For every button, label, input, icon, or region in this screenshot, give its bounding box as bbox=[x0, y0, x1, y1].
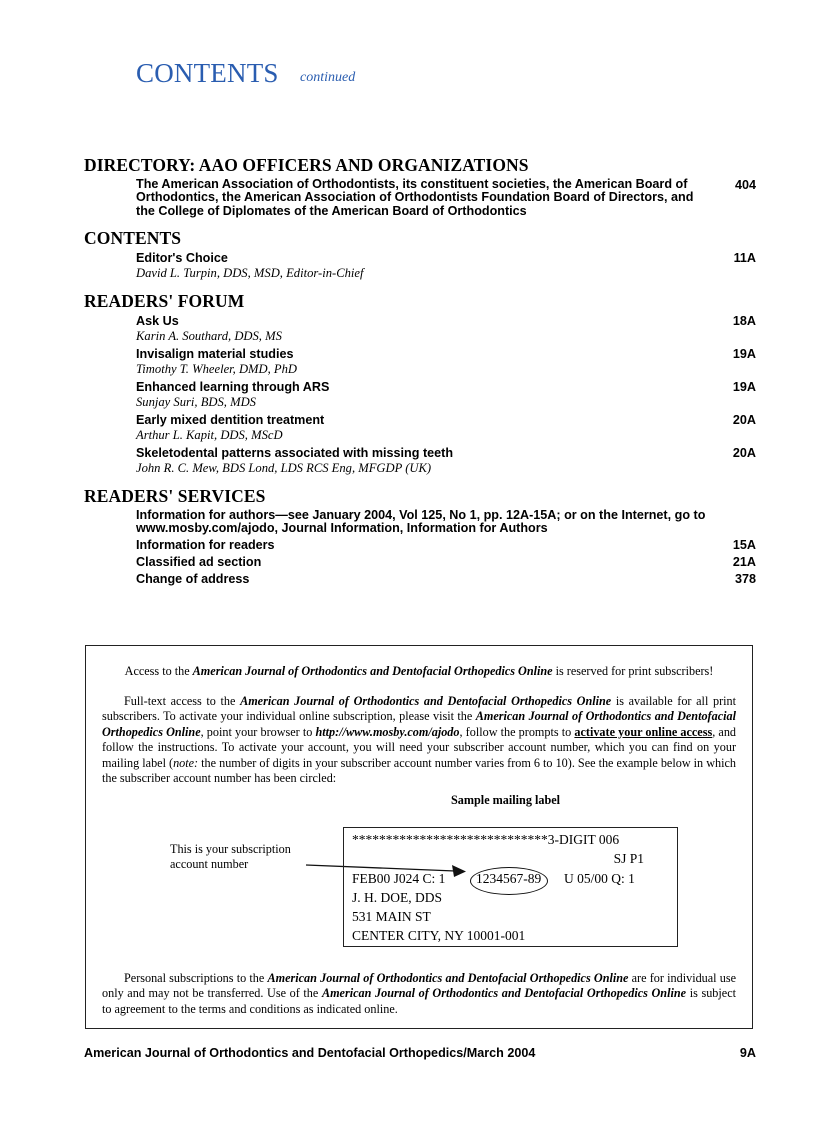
entry-page: 404 bbox=[734, 178, 756, 192]
label-line: FEB00 J024 C: 1 bbox=[352, 871, 446, 886]
section-directory bbox=[84, 155, 756, 218]
entry-page: 378 bbox=[734, 572, 756, 587]
entry-page: 11A bbox=[733, 250, 756, 265]
journal-name: American Journal of Orthodontics and Dentofacial Orthopedics Online bbox=[321, 986, 687, 1001]
section-readers-services bbox=[84, 486, 756, 587]
entry-title[interactable]: The American Association of Orthodontists, its constituent societies, the American Board of Orthodontics, the American Association of Orthodontists Foundation Board of Directors, and the College of Diplomates of the American Board of Orthodontics bbox=[136, 177, 694, 218]
entry-title[interactable]: Early mixed dentition treatment bbox=[136, 412, 325, 427]
account-number-circle bbox=[470, 867, 548, 895]
callout-line: account number bbox=[170, 857, 249, 871]
section-contents bbox=[84, 228, 756, 281]
entry-author: David L. Turpin, DDS, MSD, Editor-in-Chief bbox=[136, 265, 364, 280]
entry-title[interactable]: Ask Us bbox=[136, 313, 179, 328]
text: , follow the prompts to bbox=[459, 724, 575, 739]
entry-author: Arthur L. Kapit, DDS, MScD bbox=[136, 427, 283, 442]
text: the number of digits in your subscriber account number varies from 6 to 10). See the example below in which the subscriber account number has been circled: bbox=[102, 755, 736, 786]
page-footer bbox=[84, 1046, 756, 1060]
footer-page-number: 9A bbox=[739, 1046, 756, 1060]
label-city: CENTER CITY, NY 10001-001 bbox=[352, 928, 526, 943]
entry-page: 19A bbox=[732, 346, 756, 361]
entry-title[interactable]: Skeletodental patterns associated with missing teeth bbox=[136, 445, 454, 460]
page-title: CONTENTS bbox=[136, 58, 279, 88]
entry-author: Timothy T. Wheeler, DMD, PhD bbox=[136, 361, 298, 376]
entry-page: 20A bbox=[732, 412, 756, 427]
notice-paragraph-access bbox=[102, 664, 736, 679]
notice-paragraph-instructions bbox=[102, 694, 736, 786]
note-label: note: bbox=[173, 755, 199, 770]
journal-name: American Journal of Orthodontics and Dentofacial Orthopedics Online bbox=[102, 709, 736, 739]
label-street: 531 MAIN ST bbox=[352, 909, 431, 924]
journal-name: American Journal of Orthodontics and Dentofacial Orthopedics Online bbox=[240, 694, 612, 708]
toc-entry[interactable] bbox=[84, 344, 756, 377]
text: Full-text access to the bbox=[124, 694, 241, 708]
section-heading: CONTENTS bbox=[84, 227, 182, 248]
section-heading: READERS' SERVICES bbox=[84, 485, 266, 506]
table-of-contents bbox=[84, 155, 756, 596]
page-subtitle: continued bbox=[300, 70, 356, 85]
toc-entry[interactable] bbox=[84, 552, 756, 569]
callout-line: This is your subscription bbox=[170, 842, 291, 856]
text: , point your browser to bbox=[200, 724, 316, 739]
entry-author: Karin A. Southard, DDS, MS bbox=[136, 328, 282, 343]
entry-title[interactable]: Information for readers bbox=[136, 538, 275, 553]
footer-journal-issue: American Journal of Orthodontics and Dentofacial Orthopedics/March 2004 bbox=[84, 1046, 536, 1060]
entry-page: 19A bbox=[732, 379, 756, 394]
section-heading: READERS' FORUM bbox=[84, 290, 245, 311]
account-number-callout bbox=[170, 842, 291, 872]
entry-author: Sunjay Suri, BDS, MDS bbox=[136, 394, 256, 409]
label-line: *****************************3-DIGIT 006 bbox=[352, 832, 620, 847]
toc-entry[interactable] bbox=[84, 175, 756, 218]
notice-paragraph-terms bbox=[102, 971, 736, 1017]
label-line: SJ P1 bbox=[613, 851, 644, 866]
toc-entry[interactable] bbox=[84, 443, 756, 476]
text: , and follow the instructions. To activate your account, you will need your subscriber account number, which you can find on your mailing label ( bbox=[102, 724, 737, 770]
journal-name: American Journal of Orthodontics and Dentofacial Orthopedics Online bbox=[267, 971, 629, 985]
toc-entry[interactable] bbox=[84, 569, 756, 586]
section-heading: DIRECTORY: AAO OFFICERS AND ORGANIZATIONS bbox=[84, 155, 529, 175]
journal-url-link[interactable]: http://www.mosby.com/ajodo bbox=[315, 724, 460, 739]
sample-label-caption: Sample mailing label bbox=[451, 793, 561, 807]
entry-title[interactable]: Editor's Choice bbox=[136, 250, 228, 265]
account-number: 1234567-89 bbox=[476, 871, 542, 886]
journal-name: American Journal of Orthodontics and Dentofacial Orthopedics Online bbox=[192, 664, 553, 678]
toc-entry[interactable] bbox=[84, 506, 756, 536]
label-line: U 05/00 Q: 1 bbox=[564, 871, 635, 886]
text: is reserved for print subscribers! bbox=[552, 664, 714, 678]
text: Personal subscriptions to the bbox=[124, 971, 268, 985]
entry-title[interactable]: Change of address bbox=[136, 572, 250, 587]
entry-title[interactable]: Information for authors—see January 2004, Vol 125, No 1, pp. 12A-15A; or on the Internet, go to www.mosby.com/ajodo, Journal Information, Information for Authors bbox=[136, 507, 706, 536]
entry-title[interactable]: Classified ad section bbox=[136, 555, 262, 570]
text: Access to the bbox=[124, 664, 193, 678]
text: are for individual use only and may not be transferred. Use of the bbox=[102, 971, 737, 1001]
label-name: J. H. DOE, DDS bbox=[352, 890, 443, 905]
text: is available for all print subscribers. To activate your individual online subscription, please visit the bbox=[102, 694, 736, 724]
entry-page: 20A bbox=[732, 445, 756, 460]
toc-entry[interactable] bbox=[84, 311, 756, 344]
entry-author: John R. C. Mew, BDS Lond, LDS RCS Eng, MFGDP (UK) bbox=[136, 460, 432, 475]
toc-entry[interactable] bbox=[84, 248, 756, 281]
entry-title[interactable]: Invisalign material studies bbox=[136, 346, 294, 361]
text: is subject to agreement to the terms and conditions as indicated online. bbox=[102, 986, 736, 1016]
toc-entry[interactable] bbox=[84, 377, 756, 410]
toc-entry[interactable] bbox=[84, 535, 756, 552]
entry-page: 15A bbox=[732, 538, 756, 553]
sample-mailing-label bbox=[343, 827, 678, 947]
activate-online-access-link[interactable]: activate your online access bbox=[574, 724, 713, 739]
entry-title[interactable]: Enhanced learning through ARS bbox=[136, 379, 330, 394]
section-readers-forum bbox=[84, 291, 756, 476]
entry-page: 21A bbox=[732, 555, 756, 570]
entry-page: 18A bbox=[732, 313, 756, 328]
toc-entry[interactable] bbox=[84, 410, 756, 443]
